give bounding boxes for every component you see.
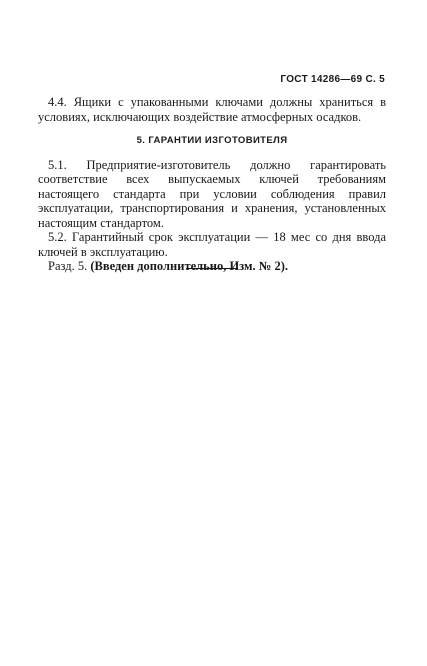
document-body — [38, 95, 386, 274]
paragraph-text: Гарантийный срок эксплуатации — 18 мес со дня ввода ключей в эксплуатацию. — [38, 230, 387, 259]
paragraph-number: 5.1. — [48, 157, 67, 172]
paragraph-number: 5.2. — [48, 230, 67, 244]
section-heading: 5. ГАРАНТИИ ИЗГОТОВИТЕЛЯ — [136, 135, 288, 146]
paragraph-5-2 — [38, 230, 386, 259]
end-divider — [186, 268, 238, 269]
paragraph-number: 4.4. — [48, 95, 67, 109]
paragraph-4-4 — [38, 95, 386, 124]
amendment-note — [38, 259, 386, 274]
paragraph-text: Предприятие-изготовитель должно гарантировать соответствие всех выпускаемых ключей требованиям настоящего стандарта при условии соблюдения правил эксплуатации, транспортирования и хранения, установленных настоящим стандартом. — [38, 157, 387, 230]
paragraph-text: Ящики с упакованными ключами должны храниться в условиях, исключающих воздействие атмосферных осадков. — [38, 95, 387, 124]
page-header: ГОСТ 14286—69 С. 5 — [280, 74, 385, 85]
paragraph-5-1 — [38, 158, 386, 231]
amendment-prefix: Разд. 5. — [48, 259, 88, 273]
amendment-text: (Введен дополнительно, Изм. № 2). — [90, 259, 289, 273]
